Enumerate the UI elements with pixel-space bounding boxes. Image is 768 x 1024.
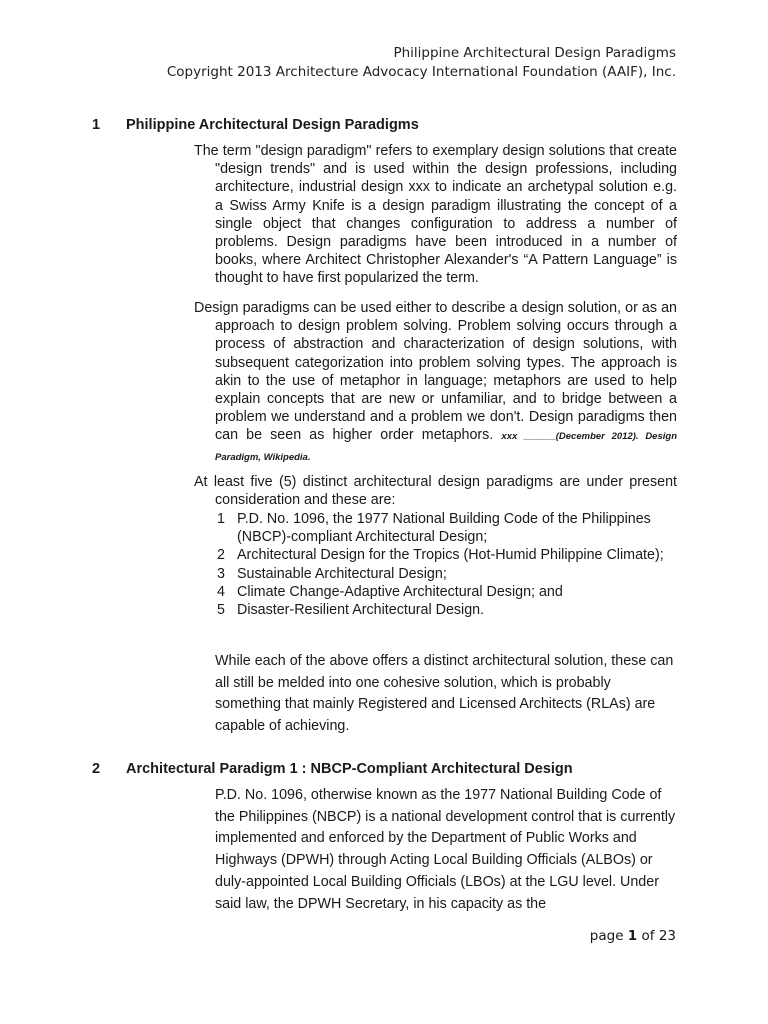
paragraph-melded-solution: While each of the above offers a distinct architectural solution, these can all still be melded into one cohesive solution, which is probably something that mainly Registered and Licensed Architects (RLAs) are capable of achieving.: [215, 653, 674, 735]
list-item: 4 Climate Change-Adaptive Architectural Design; and: [217, 583, 563, 600]
paradigm-list: [215, 510, 677, 619]
total-pages: 23: [658, 928, 676, 944]
list-item: 5 Disaster-Resilient Architectural Design.: [217, 602, 485, 619]
section-heading-2: [92, 761, 573, 777]
page-of-label: of: [641, 928, 655, 944]
current-page-number: 1: [627, 928, 638, 944]
section-title: Philippine Architectural Design Paradigms: [126, 117, 419, 133]
paragraph-text: Design paradigms can be used either to describe a design solution, or as an approach to design problem solving. Problem solving occurs through a process of abstraction and characterization of design solutions, with subsequent categorization into problem solving types. The approach is akin to the use of metaphor in language; metaphors are used to help explain concepts that are new or unfamiliar, and to bridge between a problem we understand and a problem we don't. Design paradigms then can be seen as higher order metaphors.: [194, 300, 677, 444]
header-title: Philippine Architectural Design Paradigms: [393, 45, 676, 61]
list-item: 3 Sustainable Architectural Design;: [217, 565, 447, 582]
paragraph-design-paradigm-usage: [194, 299, 677, 467]
page-label: page: [589, 928, 624, 944]
paragraph-paradigm-intro: At least five (5) distinct architectural design paradigms are under present consideration and these are:: [194, 474, 677, 509]
list-item: 2 Architectural Design for the Tropics (Hot-Humid Philippine Climate);: [217, 547, 664, 564]
header-copyright: Copyright 2013 Architecture Advocacy International Foundation (AAIF), Inc.: [166, 64, 676, 80]
section-title: Architectural Paradigm 1 : NBCP-Compliant Architectural Design: [126, 761, 573, 777]
page-footer: [590, 928, 676, 944]
paragraph-design-paradigm-definition: The term "design paradigm" refers to exemplary design solutions that create "design trends" and is used within the design professions, including architecture, industrial design xxx to indicate an archetypal solution e.g. a Swiss Army Knife is a design paradigm illustrating the concept of a single object that changes configuration to address a number of problems. Design paradigms have been introduced in a number of books, where Architect Christopher Alexander's “A Pattern Language” is thought to have first popularized the term.: [194, 143, 677, 287]
paragraph-nbcp: P.D. No. 1096, otherwise known as the 1977 National Building Code of the Philippines (NBCP) is a national development control that is currently implemented and enforced by the Department of Public Works and Highways (DPWH) through Acting Local Building Officials (ALBOs) or duly-appointed Local Building Officials (LBOs) at the LGU level. Under said law, the DPWH Secretary, in his capacity as the: [215, 787, 676, 912]
list-item: 1 P.D. No. 1096, the 1977 National Building Code of the Philippines (NBCP)-compliant Architectural Design;: [217, 511, 651, 546]
section-heading-1: [92, 117, 419, 133]
citation: xxx ______(December 2012). Design Paradigm, Wikipedia.: [215, 431, 677, 463]
page-header: [167, 44, 676, 82]
section-number: 1: [92, 117, 101, 133]
section-number: 2: [92, 761, 101, 777]
